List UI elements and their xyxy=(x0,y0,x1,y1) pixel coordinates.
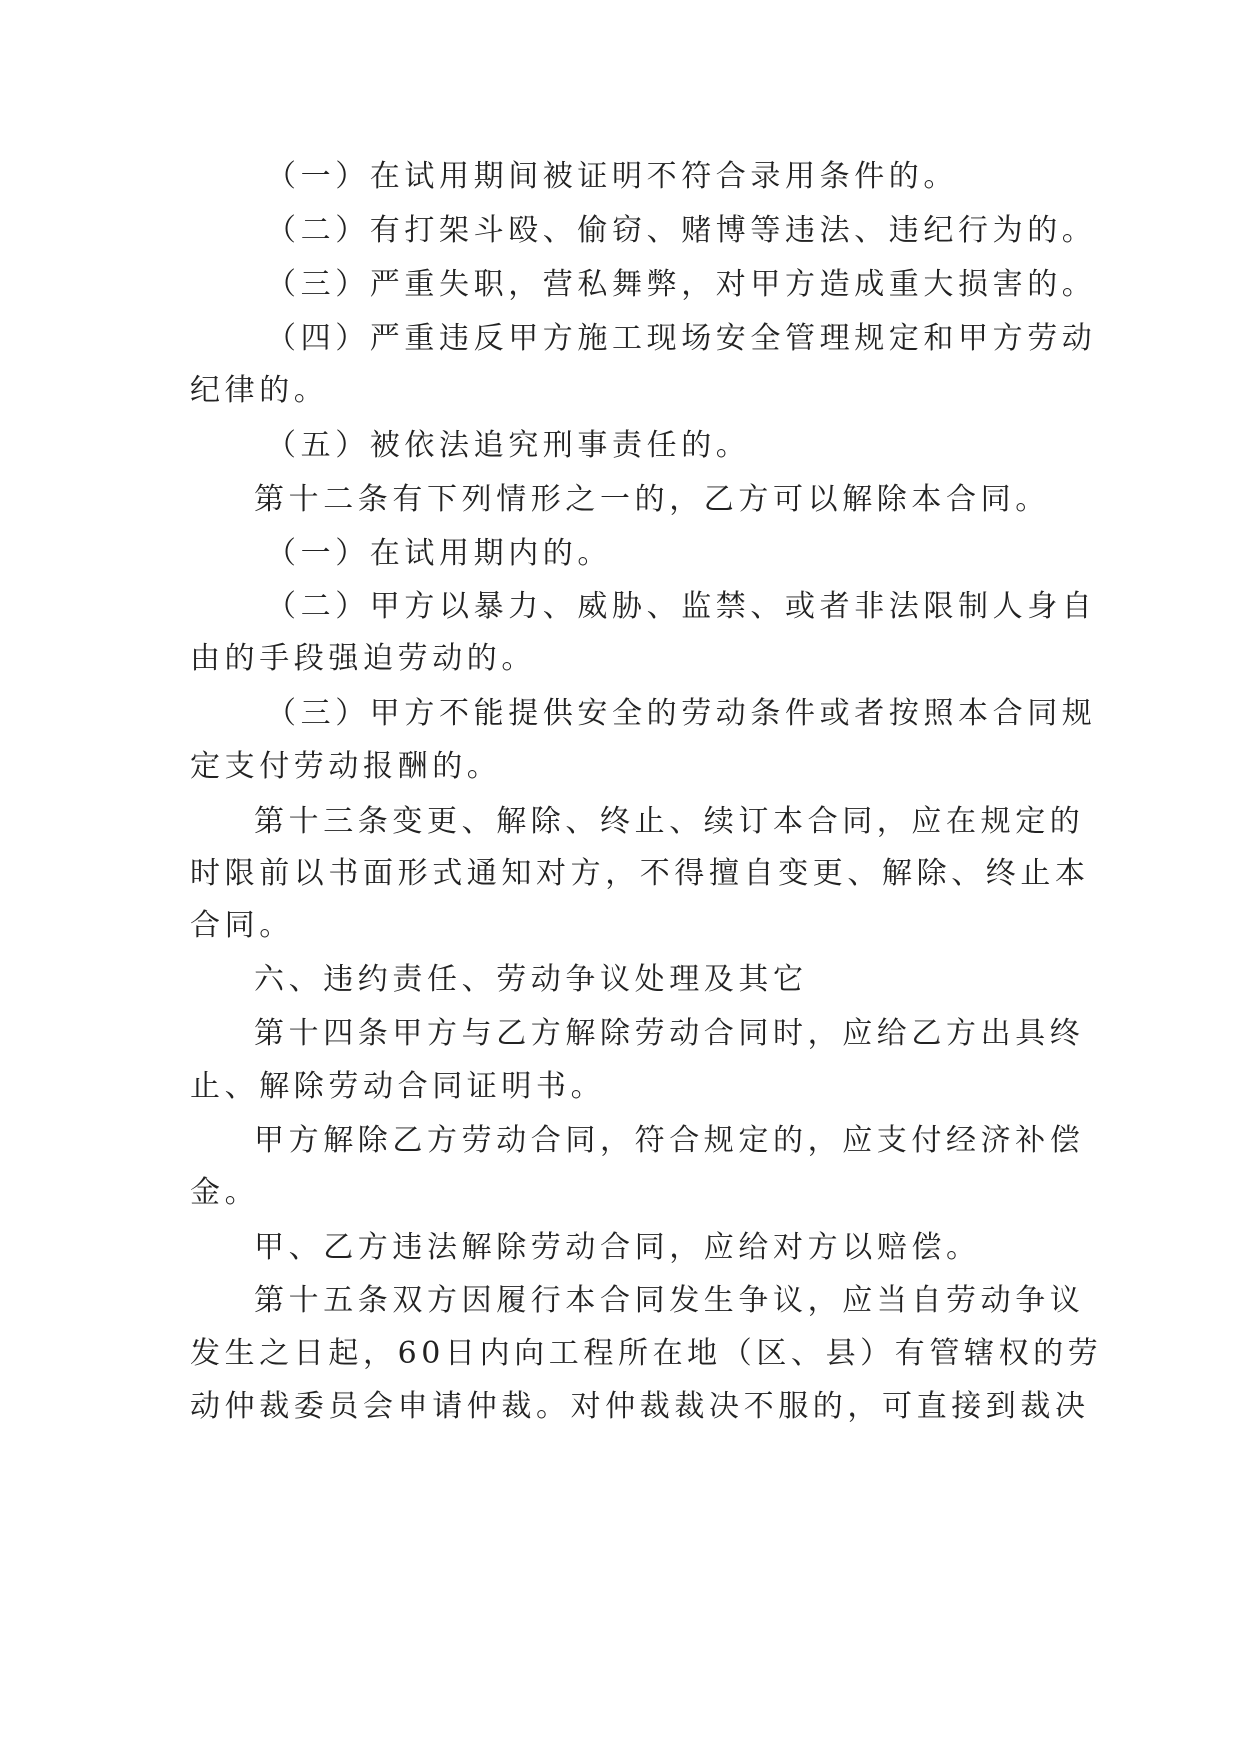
text-line: 纪律的。 xyxy=(190,373,329,408)
text-line: 定支付劳动报酬的。 xyxy=(190,749,502,784)
article-paragraph: 第十三条变更、解除、终止、续订本合同，应在规定的 xyxy=(254,804,1085,839)
article-paragraph: 第十四条甲方与乙方解除劳动合同时，应给乙方出具终 xyxy=(254,1016,1085,1051)
clause-list-item: （二）甲方以暴力、威胁、监禁、或者非法限制人身自 xyxy=(266,589,1097,624)
text-line: 止、解除劳动合同证明书。 xyxy=(190,1069,606,1104)
article-paragraph: 第十二条有下列情形之一的，乙方可以解除本合同。 xyxy=(254,482,1050,517)
clause-list-item: （五）被依法追究刑事责任的。 xyxy=(266,428,751,463)
article-paragraph: 甲方解除乙方劳动合同，符合规定的，应支付经济补偿 xyxy=(254,1123,1085,1158)
clause-list-item: （一）在试用期间被证明不符合录用条件的。 xyxy=(266,159,958,194)
article-paragraph: 甲、乙方违法解除劳动合同，应给对方以赔偿。 xyxy=(254,1230,981,1265)
text-line: 时限前以书面形式通知对方，不得擅自变更、解除、终止本 xyxy=(190,856,1090,891)
text-line: 合同。 xyxy=(190,908,294,943)
clause-list-item: （三）严重失职，营私舞弊，对甲方造成重大损害的。 xyxy=(266,267,1097,302)
text-line: 金。 xyxy=(190,1175,260,1210)
clause-list-item: （四）严重违反甲方施工现场安全管理规定和甲方劳动 xyxy=(266,321,1097,356)
clause-list-item: （一）在试用期内的。 xyxy=(266,536,612,571)
section-heading: 六、违约责任、劳动争议处理及其它 xyxy=(254,962,808,997)
text-line: 由的手段强迫劳动的。 xyxy=(190,641,536,676)
text-line: 动仲裁委员会申请仲裁。对仲裁裁决不服的，可直接到裁决 xyxy=(190,1389,1090,1424)
clause-list-item: （三）甲方不能提供安全的劳动条件或者按照本合同规 xyxy=(266,696,1097,731)
clause-list-item: （二）有打架斗殴、偷窃、赌博等违法、违纪行为的。 xyxy=(266,213,1097,248)
text-line: 发生之日起，60日内向工程所在地（区、县）有管辖权的劳 xyxy=(190,1336,1103,1371)
article-paragraph: 第十五条双方因履行本合同发生争议，应当自劳动争议 xyxy=(254,1283,1085,1318)
